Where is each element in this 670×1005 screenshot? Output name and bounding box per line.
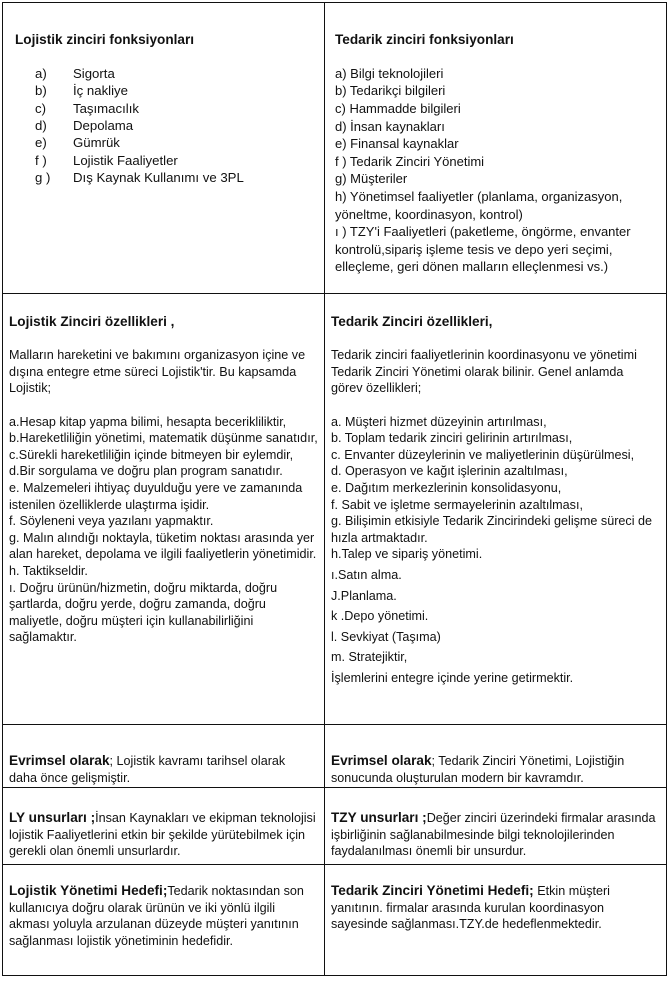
logistics-functions-list	[15, 65, 320, 187]
goal-left-label: Lojistik Yönetimi Hedefi;	[9, 883, 168, 899]
elements-left-text: İnsan Kaynakları ve ekipman teknolojisi lojistik Faaliyetlerini etkin bir şekilde yürütebilmek için gerekli olan önemli unsurlardır.	[9, 811, 316, 859]
supply-features-list	[331, 414, 658, 687]
supply-feature-item: f. Sabit ve işletme sermayelerinin azaltılması,	[331, 497, 583, 512]
comparison-table	[2, 2, 667, 976]
logistics-function-item	[35, 134, 320, 151]
goal-left-cell	[3, 864, 325, 975]
evolution-right-text: ; Tedarik Zinciri Yönetimi, Lojistiğin sonucunda oluşturulan modern bir kavramdır.	[331, 754, 625, 785]
item-text: İç nakliye	[73, 83, 128, 99]
item-text: Lojistik Faaliyetler	[73, 152, 178, 168]
goal-left-text: Tedarik noktasından son kullanıcıya doğru olarak ürünün ve iki yönlü ilgili akması yoluyla arzulanan düzeyde müşteri yanıtının sağlanması lojistik yönetiminin hedefidir.	[9, 884, 304, 948]
goal-right-label: Tedarik Zinciri Yönetimi Hedefi;	[331, 883, 534, 899]
logistics-function-item	[35, 100, 320, 117]
evolution-right-cell	[325, 724, 667, 787]
logistics-feature-item: g. Malın alındığı noktayla, tüketim noktası arasında yer alan hareket, depolama ve ilgili faaliyetlerin yönetimidir.	[9, 530, 317, 562]
logistics-features-cell	[3, 293, 325, 724]
elements-right-cell	[325, 787, 667, 864]
item-key: a)	[35, 65, 47, 81]
supply-feature-item: d. Operasyon ve kağıt işlerinin azaltılması,	[331, 464, 568, 479]
logistics-functions-title: Lojistik zinciri fonksiyonları	[15, 31, 195, 47]
supply-features-intro: Tedarik zinciri faaliyetlerinin koordinasyonu ve yönetimi Tedarik Zinciri Yönetimi olarak bilinir. Genel anlamda görev özellikleri;	[331, 348, 637, 396]
supply-feature-item: a. Müşteri hizmet düzeyinin artırılması,	[331, 414, 547, 429]
item-key: b)	[35, 83, 47, 99]
elements-right-text: Değer zinciri üzerindeki firmalar arasında işbirliğinin sağlanabilmesinde bilgi teknolojilerinden faydalanılması önemli bir unsurdur.	[331, 811, 656, 859]
supply-feature-item: ı.Satın alma.	[331, 568, 402, 582]
logistics-function-item	[35, 152, 320, 169]
supply-function-item: g) Müşteriler	[335, 171, 408, 187]
supply-function-item: d) İnsan kaynakları	[335, 118, 445, 134]
evolution-right-label: Evrimsel olarak	[331, 753, 432, 769]
logistics-feature-item: h. Taktikseldir.	[9, 564, 88, 578]
supply-function-item: e) Finansal kaynaklar	[335, 136, 459, 152]
item-key: g )	[35, 170, 51, 186]
supply-functions-title: Tedarik zinciri fonksiyonları	[335, 31, 514, 47]
supply-function-item: c) Hammadde bilgileri	[335, 100, 461, 116]
elements-left-cell	[3, 787, 325, 864]
supply-feature-item: h.Talep ve sipariş yönetimi.	[331, 547, 483, 562]
elements-row	[3, 787, 667, 864]
supply-function-item: a) Bilgi teknolojileri	[335, 65, 444, 81]
logistics-function-item	[35, 82, 320, 99]
logistics-function-item	[35, 65, 320, 82]
elements-left-label: LY unsurları ;	[9, 810, 96, 826]
logistics-features-title: Lojistik Zinciri özellikleri ,	[9, 314, 175, 330]
evolution-left-cell	[3, 724, 325, 787]
evolution-row	[3, 724, 667, 787]
supply-feature-item: g. Bilişimin etkisiyle Tedarik Zincirindeki gelişme süreci de hızla artmaktadır.	[331, 514, 653, 545]
logistics-features-list	[9, 414, 318, 646]
supply-feature-item: İşlemlerini entegre içinde yerine getirmektir.	[331, 670, 574, 685]
evolution-left-text: ; Lojistik kavramı tarihsel olarak daha önce gelişmiştir.	[9, 754, 286, 785]
goal-right-cell	[325, 864, 667, 975]
functions-row	[3, 3, 667, 294]
supply-feature-item: J.Planlama.	[331, 588, 397, 603]
supply-function-item: h) Yönetimsel faaliyetler (planlama, organizasyon, yöneltme, koordinasyon, kontrol)	[335, 188, 623, 222]
supply-feature-item: m. Stratejiktir,	[331, 650, 408, 665]
logistics-feature-item: f. Söyleneni veya yazılanı yapmaktır.	[9, 514, 214, 529]
supply-features-cell	[325, 293, 667, 724]
logistics-feature-item: c.Sürekli hareketliliğin içinde bitmeyen bir eylemdir,	[9, 447, 294, 462]
logistics-feature-item: d.Bir sorgulama ve doğru plan program sanatıdır.	[9, 464, 283, 479]
supply-feature-item: c. Envanter düzeylerinin ve maliyetlerinin düşürülmesi,	[331, 447, 635, 462]
supply-functions-list	[335, 65, 658, 276]
logistics-feature-item: b.Hareketliliğin yönetimi, matematik düşünme sanatıdır,	[9, 431, 318, 446]
supply-feature-item: l. Sevkiyat (Taşıma)	[331, 629, 441, 644]
logistics-function-item	[35, 117, 320, 134]
supply-features-title: Tedarik Zinciri özellikleri,	[331, 314, 493, 330]
logistics-feature-item: e. Malzemeleri ihtiyaç duyulduğu yere ve zamanında istenilen özelliklerde ulaştırma işidir.	[9, 481, 303, 512]
supply-feature-item: k .Depo yönetimi.	[331, 609, 429, 624]
logistics-feature-item: a.Hesap kitap yapma bilimi, hesapta becerikliliktir,	[9, 414, 287, 429]
supply-function-item: f ) Tedarik Zinciri Yönetimi	[335, 153, 485, 169]
item-key: c)	[35, 100, 46, 116]
logistics-features-intro: Malların hareketini ve bakımını organizasyon içine ve dışına entegre etme süreci Lojistik'tir. Bu kapsamda Lojistik;	[9, 348, 306, 396]
evolution-left-label: Evrimsel olarak	[9, 753, 110, 769]
elements-right-label: TZY unsurları ;	[331, 810, 427, 826]
item-text: Sigorta	[73, 65, 115, 81]
item-text: Taşımacılık	[73, 100, 139, 116]
features-row	[3, 293, 667, 724]
supply-function-item: ı ) TZY'i Faaliyetleri (paketleme, öngörme, envanter kontrolü,sipariş işleme tesis ve depo yeri seçimi, elleçleme, geri dönen malların elleçlenmesi vs.)	[335, 224, 631, 275]
supply-feature-item: e. Dağıtım merkezlerinin konsolidasyonu,	[331, 481, 562, 496]
item-key: f )	[35, 152, 47, 168]
goal-row	[3, 864, 667, 975]
supply-feature-item: b. Toplam tedarik zinciri gelirinin artırılması,	[331, 431, 573, 446]
item-text: Depolama	[73, 118, 134, 133]
supply-function-item: b) Tedarikçi bilgileri	[335, 83, 446, 99]
goal-right-text: Etkin müşteri yanıtının. firmalar arasında kurulan koordinasyon sayesinde sağlanması.TZY.de hedeflenmektedir.	[331, 884, 610, 932]
item-text: Gümrük	[73, 135, 120, 151]
logistics-feature-item: ı. Doğru ürünün/hizmetin, doğru miktarda, doğru şartlarda, doğru yerde, doğru zamanda, doğru maliyetle, doğru müşteri için kullanabilirliğini sağlamaktır.	[9, 580, 278, 645]
logistics-function-item	[35, 169, 320, 186]
logistics-functions-cell	[3, 3, 325, 294]
item-text: Dış Kaynak Kullanımı ve 3PL	[73, 170, 244, 186]
supply-functions-cell	[325, 3, 667, 294]
item-key: e)	[35, 135, 47, 151]
item-key: d)	[35, 118, 47, 133]
